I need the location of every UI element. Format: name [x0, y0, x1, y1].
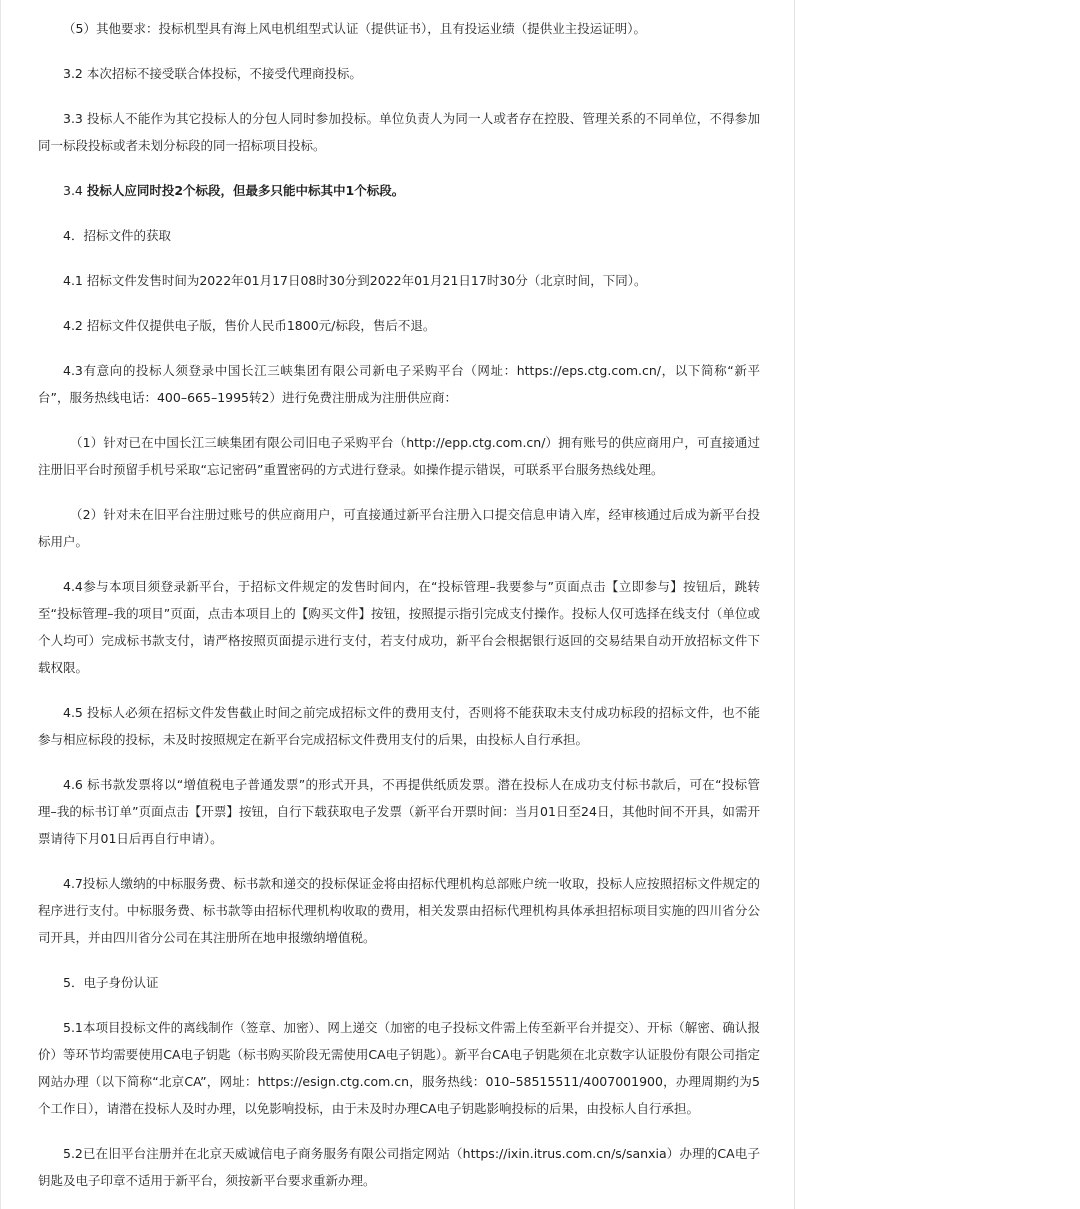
paragraph-4-3-item-2: （2）针对未在旧平台注册过账号的供应商用户，可直接通过新平台注册入口提交信息申请入库，经审核通过后成为新平台投标用户。 — [38, 507, 760, 549]
paragraph-other-requirements: （5）其他要求：投标机型具有海上风电机组型式认证（提供证书），且有投运业绩（提供业主投运证明）。 — [63, 21, 646, 36]
paragraph-4-5: 4.5 投标人必须在招标文件发售截止时间之前完成招标文件的费用支付，否则将不能获取未支付成功标段的招标文件，也不能参与相应标段的投标，未及时按照规定在新平台完成招标文件费用支付的后果，由投标人自行承担。 — [38, 705, 760, 747]
section-4-heading: 4．招标文件的获取 — [63, 228, 171, 243]
paragraph-4-4: 4.4参与本项目须登录新平台，于招标文件规定的发售时间内，在“投标管理–我要参与”页面点击【立即参与】按钮后，跳转至“投标管理–我的项目”页面，点击本项目上的【购买文件】按钮，按照提示指引完成支付操作。投标人仅可选择在线支付（单位或个人均可）完成标书款支付，请严格按照页面提示进行支付，若支付成功，新平台会根据银行返回的交易结果自动开放招标文件下载权限。 — [38, 579, 760, 675]
paragraph-4-2: 4.2 招标文件仅提供电子版，售价人民币1800元/标段，售后不退。 — [63, 318, 436, 333]
paragraph-4-3: 4.3有意向的投标人须登录中国长江三峡集团有限公司新电子采购平台（网址：https://eps.ctg.com.cn/，以下简称“新平台”，服务热线电话：400–665–1995转2）进行免费注册成为注册供应商： — [38, 363, 760, 405]
paragraph-4-1: 4.1 招标文件发售时间为2022年01月17日08时30分到2022年01月21日17时30分（北京时间，下同）。 — [63, 273, 647, 288]
paragraph-3-3: 3.3 投标人不能作为其它投标人的分包人同时参加投标。单位负责人为同一人或者存在控股、管理关系的不同单位，不得参加同一标段投标或者未划分标段的同一招标项目投标。 — [38, 111, 760, 153]
section-5-heading: 5．电子身份认证 — [63, 975, 159, 990]
paragraph-4-7: 4.7投标人缴纳的中标服务费、标书款和递交的投标保证金将由招标代理机构总部账户统一收取，投标人应按照招标文件规定的程序进行支付。中标服务费、标书款等由招标代理机构收取的费用，相关发票由招标代理机构具体承担招标项目实施的四川省分公司开具，并由四川省分公司在其注册所在地申报缴纳增值税。 — [38, 876, 760, 945]
right-blank-pane — [795, 0, 1080, 1209]
paragraph-3-2: 3.2 本次招标不接受联合体投标，不接受代理商投标。 — [63, 66, 362, 81]
paragraph-3-4-bold-text: 投标人应同时投2个标段，但最多只能中标其中1个标段。 — [86, 183, 405, 198]
paragraph-3-4 — [38, 177, 760, 204]
paragraph-3-4-number: 3.4 — [63, 183, 87, 198]
paragraph-4-6: 4.6 标书款发票将以“增值税电子普通发票”的形式开具，不再提供纸质发票。潜在投标人在成功支付标书款后，可在“投标管理–我的标书订单”页面点击【开票】按钮，自行下载获取电子发票（新平台开票时间：当月01日至24日，其他时间不开具，如需开票请待下月01日后再自行申请）。 — [38, 777, 760, 846]
paragraph-4-3-item-1: （1）针对已在中国长江三峡集团有限公司旧电子采购平台（http://epp.ctg.com.cn/）拥有账号的供应商用户，可直接通过注册旧平台时预留手机号采取“忘记密码”重置密码的方式进行登录。如操作提示错误，可联系平台服务热线处理。 — [38, 435, 760, 477]
paragraph-5-2: 5.2已在旧平台注册并在北京天威诚信电子商务服务有限公司指定网站（https://ixin.itrus.com.cn/s/sanxia）办理的CA电子钥匙及电子印章不适用于新平台，须按新平台要求重新办理。 — [38, 1146, 760, 1188]
paragraph-5-1: 5.1本项目投标文件的离线制作（签章、加密）、网上递交（加密的电子投标文件需上传至新平台并提交）、开标（解密、确认报价）等环节均需要使用CA电子钥匙（标书购买阶段无需使用CA电子钥匙）。新平台CA电子钥匙须在北京数字认证股份有限公司指定网站办理（以下简称“北京CA”，网址：https://esign.ctg.com.cn，服务热线：010–58515511/4007001900，办理周期约为5个工作日），请潜在投标人及时办理，以免影响投标，由于未及时办理CA电子钥匙影响投标的后果，由投标人自行承担。 — [38, 1020, 760, 1116]
document-content — [38, 15, 760, 1209]
